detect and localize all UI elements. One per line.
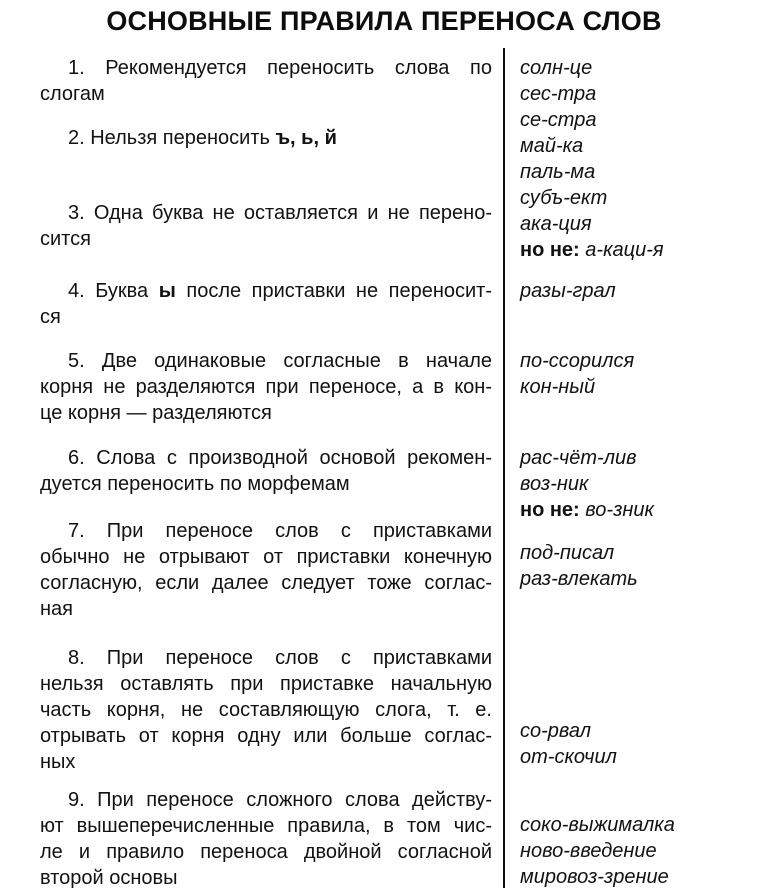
rule-text: 7. При переносе слов с приставками (68, 520, 492, 542)
rule-5 (40, 348, 492, 426)
example-item (520, 540, 760, 566)
rule-line (40, 570, 492, 596)
rule-line (40, 865, 492, 888)
page-title: ОСНОВНЫЕ ПРАВИЛА ПЕРЕНОСА СЛОВ (106, 6, 662, 36)
example-group-5 (520, 348, 760, 400)
rule-line (40, 81, 492, 107)
hyphenation-example: раз-влекать (520, 568, 638, 590)
rule-text: ле и правило переноса двойной согласной (40, 841, 492, 863)
rule-text: после приставки не переносит- (175, 280, 492, 302)
rule-line (40, 445, 492, 471)
hyphenation-example: соко-выжималка (520, 814, 675, 836)
rule-text: 3. Одна буква не оставляется и не перено- (68, 202, 492, 224)
example-item (520, 838, 760, 864)
column-divider (503, 48, 505, 888)
hyphenation-example: май-ка (520, 135, 584, 157)
example-item (520, 81, 760, 107)
rule-4 (40, 278, 492, 330)
rule-text: ся (40, 306, 61, 328)
rule-line (40, 787, 492, 813)
rule-text: 6. Слова с производной основой рекомен- (68, 447, 492, 469)
example-item (520, 744, 760, 770)
example-item (520, 812, 760, 838)
rule-line (40, 374, 492, 400)
rule-line (40, 471, 492, 497)
hyphenation-example: сес-тра (520, 83, 597, 105)
example-item (520, 185, 760, 211)
hyphenation-example: разы-грал (520, 280, 616, 302)
example-item (520, 348, 760, 374)
rule-line (40, 813, 492, 839)
rule-line (40, 723, 492, 749)
hyphenation-example: по-ссорился (520, 350, 635, 372)
rule-line (40, 697, 492, 723)
hyphenation-example: ака-ция (520, 213, 592, 235)
hyphenation-example: ново-введение (520, 840, 657, 862)
rule-text: дуется переносить по морфемам (40, 473, 350, 495)
rule-line (40, 226, 492, 252)
rule-line (40, 596, 492, 622)
rule-text: нельзя оставлять при приставке начальную (40, 673, 492, 695)
rule-8 (40, 645, 492, 775)
hyphenation-example: под-писал (520, 542, 615, 564)
example-item (520, 374, 760, 400)
rule-line (40, 125, 492, 151)
example-group-7 (520, 540, 760, 592)
rule-3 (40, 200, 492, 252)
example-group-2 (520, 133, 760, 211)
example-item (520, 133, 760, 159)
example-group-8 (520, 718, 760, 770)
rule-text: 8. При переносе слов с приставками (68, 647, 492, 669)
rule-bold-text: ъ, ь, й (275, 127, 337, 149)
hyphenation-example: солн-це (520, 57, 593, 79)
hyphenation-example: рас-чёт-лив (520, 447, 637, 469)
rule-line (40, 671, 492, 697)
hyphenation-example: се-стра (520, 109, 597, 131)
rule-6 (40, 445, 492, 497)
example-item (520, 159, 760, 185)
rule-line (40, 749, 492, 775)
rule-line (40, 304, 492, 330)
example-group-1 (520, 55, 760, 133)
rule-text: второй основы (40, 867, 178, 888)
hyphenation-example: мировоз-зрение (520, 866, 669, 888)
rule-line (40, 200, 492, 226)
rule-7 (40, 518, 492, 622)
rule-text: слогам (40, 83, 105, 105)
hyphenation-example: а-каци-я (585, 239, 664, 261)
example-item (520, 864, 760, 888)
hyphenation-example: от-скочил (520, 746, 617, 768)
example-item (520, 55, 760, 81)
rule-text: сится (40, 228, 91, 250)
rule-line (40, 645, 492, 671)
example-group-4 (520, 278, 760, 304)
rule-text: обычно не отрывают от приставки конечную (40, 546, 492, 568)
rule-9 (40, 787, 492, 888)
example-item (520, 471, 760, 497)
rule-text: ных (40, 751, 76, 773)
rule-text: 4. Буква (68, 280, 159, 302)
hyphenation-example: во-зник (585, 499, 654, 521)
example-item (520, 566, 760, 592)
example-item (520, 497, 760, 523)
example-item (520, 718, 760, 744)
but-not-label: но не: (520, 239, 586, 261)
rule-line (40, 544, 492, 570)
rule-text: 2. Нельзя переносить (68, 127, 276, 149)
example-group-3 (520, 211, 760, 263)
example-group-6 (520, 445, 760, 523)
rule-line (40, 839, 492, 865)
rule-2 (40, 125, 492, 151)
rule-text: 9. При переносе сложного слова действу- (68, 789, 492, 811)
hyphenation-example: паль-ма (520, 161, 596, 183)
rule-text: це корня — разделяются (40, 402, 272, 424)
rule-line (40, 55, 492, 81)
hyphenation-example: со-рвал (520, 720, 592, 742)
example-item (520, 278, 760, 304)
hyphenation-example: кон-ный (520, 376, 596, 398)
rule-text: 5. Две одинаковые согласные в начале (68, 350, 492, 372)
rule-line (40, 278, 492, 304)
rule-bold-text: ы (158, 280, 176, 302)
example-item (520, 107, 760, 133)
rule-line (40, 400, 492, 426)
rule-text: ная (40, 598, 73, 620)
rule-text: корня не разделяются при переносе, а в кон- (40, 376, 492, 398)
example-group-9 (520, 812, 760, 888)
rule-text: ют вышеперечисленные правила, в том чис- (40, 815, 492, 837)
example-item (520, 445, 760, 471)
rule-1 (40, 55, 492, 107)
example-item (520, 237, 760, 263)
rule-text: часть корня, не составляющую слога, т. е. (40, 699, 492, 721)
but-not-label: но не: (520, 499, 586, 521)
example-item (520, 211, 760, 237)
rule-text: отрывать от корня одну или больше соглас- (40, 725, 492, 747)
hyphenation-example: субъ-ект (520, 187, 608, 209)
hyphenation-example: воз-ник (520, 473, 589, 495)
examples-column (520, 48, 760, 888)
rule-line (40, 518, 492, 544)
rule-text: согласную, если далее следует тоже соглас- (40, 572, 492, 594)
rule-line (40, 348, 492, 374)
rule-text: 1. Рекомендуется переносить слова по (68, 57, 492, 79)
rules-column (40, 48, 492, 888)
